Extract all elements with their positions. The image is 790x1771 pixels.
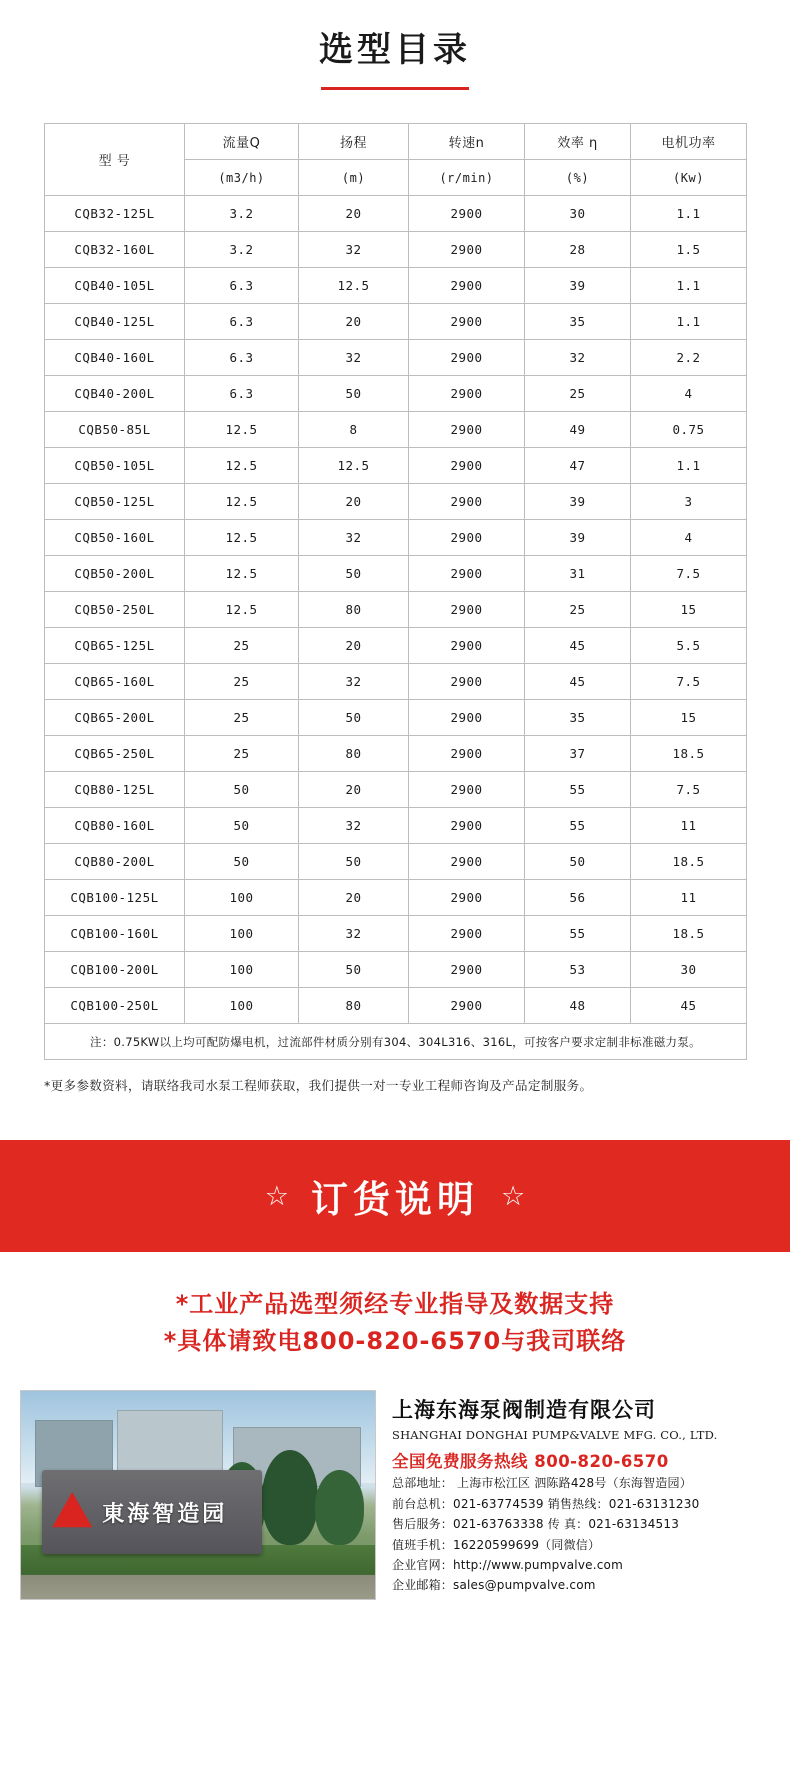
- cell-model: CQB100-125L: [45, 880, 185, 916]
- cell-speed: 2900: [409, 196, 525, 232]
- cell-flow: 25: [185, 664, 299, 700]
- banner-title: 订货说明: [311, 1178, 479, 1221]
- cell-speed: 2900: [409, 844, 525, 880]
- cell-head: 32: [299, 232, 409, 268]
- spec-table-body: [45, 196, 747, 1024]
- table-row: [45, 484, 747, 520]
- contact-line: 售后服务：021-63763338 传 真：021-63134513: [392, 1517, 680, 1532]
- spec-table-foot: [45, 1024, 747, 1060]
- cell-head: 50: [299, 844, 409, 880]
- cell-flow: 12.5: [185, 412, 299, 448]
- factory-photo: [20, 1390, 376, 1600]
- cell-flow: 100: [185, 952, 299, 988]
- cell-power: 15: [631, 592, 747, 628]
- cell-flow: 6.3: [185, 304, 299, 340]
- cell-efficiency: 50: [525, 844, 631, 880]
- cell-efficiency: 55: [525, 916, 631, 952]
- table-row: [45, 736, 747, 772]
- photo-tree: [315, 1470, 365, 1545]
- cell-speed: 2900: [409, 988, 525, 1024]
- spec-table-wrapper: [44, 123, 746, 1060]
- service-hotline: 全国免费服务热线 800-820-6570: [392, 1452, 669, 1472]
- cell-model: CQB50-125L: [45, 484, 185, 520]
- cell-power: 4: [631, 520, 747, 556]
- photo-stone-sign: [42, 1470, 261, 1553]
- footer: [0, 1390, 790, 1626]
- unit-head: (m): [299, 160, 409, 196]
- table-row: [45, 304, 747, 340]
- cell-head: 20: [299, 196, 409, 232]
- cell-model: CQB65-125L: [45, 628, 185, 664]
- table-row: [45, 772, 747, 808]
- table-row: [45, 268, 747, 304]
- cell-flow: 25: [185, 700, 299, 736]
- footnote: *更多参数资料，请联络我司水泵工程师获取，我们提供一对一专业工程师咨询及产品定制服务。: [44, 1078, 593, 1093]
- contact-lines: [392, 1475, 770, 1594]
- cell-power: 7.5: [631, 664, 747, 700]
- cell-efficiency: 25: [525, 376, 631, 412]
- cell-speed: 2900: [409, 916, 525, 952]
- cell-power: 18.5: [631, 916, 747, 952]
- contact-line: 值班手机：16220599699（同微信）: [392, 1537, 601, 1552]
- table-row: [45, 520, 747, 556]
- cell-head: 32: [299, 520, 409, 556]
- cell-head: 20: [299, 628, 409, 664]
- cell-model: CQB50-85L: [45, 412, 185, 448]
- cell-model: CQB40-160L: [45, 340, 185, 376]
- cell-power: 1.1: [631, 304, 747, 340]
- cell-power: 7.5: [631, 772, 747, 808]
- banner-inner: [265, 1169, 525, 1223]
- cell-model: CQB32-125L: [45, 196, 185, 232]
- table-row: [45, 232, 747, 268]
- cell-speed: 2900: [409, 520, 525, 556]
- cell-speed: 2900: [409, 628, 525, 664]
- column-header-flow: 流量Q: [185, 124, 299, 160]
- cell-efficiency: 37: [525, 736, 631, 772]
- cell-head: 32: [299, 340, 409, 376]
- cell-efficiency: 32: [525, 340, 631, 376]
- cell-model: CQB80-125L: [45, 772, 185, 808]
- cell-head: 50: [299, 376, 409, 412]
- cell-head: 32: [299, 808, 409, 844]
- cell-speed: 2900: [409, 556, 525, 592]
- table-row: [45, 916, 747, 952]
- page-title: 选型目录: [319, 30, 471, 70]
- cell-model: CQB65-200L: [45, 700, 185, 736]
- cell-head: 50: [299, 556, 409, 592]
- cell-flow: 3.2: [185, 196, 299, 232]
- table-row: [45, 844, 747, 880]
- cell-efficiency: 49: [525, 412, 631, 448]
- cell-flow: 12.5: [185, 556, 299, 592]
- red-note-1: *工业产品选型须经专业指导及数据支持: [175, 1290, 615, 1318]
- cell-efficiency: 55: [525, 772, 631, 808]
- cell-flow: 3.2: [185, 232, 299, 268]
- red-note-2: *具体请致电800-820-6570与我司联络: [163, 1327, 627, 1356]
- cell-efficiency: 39: [525, 484, 631, 520]
- cell-power: 1.5: [631, 232, 747, 268]
- cell-model: CQB50-250L: [45, 592, 185, 628]
- cell-power: 7.5: [631, 556, 747, 592]
- cell-model: CQB50-200L: [45, 556, 185, 592]
- cell-power: 15: [631, 700, 747, 736]
- cell-head: 80: [299, 736, 409, 772]
- unit-power: (Kw): [631, 160, 747, 196]
- cell-power: 1.1: [631, 196, 747, 232]
- cell-speed: 2900: [409, 736, 525, 772]
- table-row: [45, 556, 747, 592]
- company-name-cn: 上海东海泵阀制造有限公司: [392, 1398, 656, 1423]
- cell-speed: 2900: [409, 484, 525, 520]
- title-underline: [321, 87, 469, 90]
- cell-efficiency: 47: [525, 448, 631, 484]
- cell-head: 20: [299, 880, 409, 916]
- cell-flow: 25: [185, 736, 299, 772]
- title-block: [0, 0, 790, 90]
- unit-speed: (r/min): [409, 160, 525, 196]
- cell-speed: 2900: [409, 592, 525, 628]
- column-header-efficiency: 效率 η: [525, 124, 631, 160]
- cell-flow: 12.5: [185, 520, 299, 556]
- cell-efficiency: 35: [525, 700, 631, 736]
- cell-efficiency: 45: [525, 664, 631, 700]
- cell-efficiency: 39: [525, 520, 631, 556]
- company-name-en: SHANGHAI DONGHAI PUMP&VALVE MFG. CO., LTD.: [392, 1428, 718, 1443]
- cell-flow: 100: [185, 880, 299, 916]
- header-row: [45, 124, 747, 160]
- cell-efficiency: 39: [525, 268, 631, 304]
- table-row: [45, 664, 747, 700]
- order-notice-banner: [0, 1140, 790, 1252]
- cell-model: CQB40-105L: [45, 268, 185, 304]
- table-note-row: [45, 1024, 747, 1060]
- cell-flow: 12.5: [185, 484, 299, 520]
- triangle-emblem-icon: [52, 1492, 92, 1532]
- cell-power: 18.5: [631, 736, 747, 772]
- cell-head: 12.5: [299, 268, 409, 304]
- cell-speed: 2900: [409, 376, 525, 412]
- cell-model: CQB32-160L: [45, 232, 185, 268]
- column-header-speed: 转速n: [409, 124, 525, 160]
- cell-head: 80: [299, 592, 409, 628]
- table-note: 注：0.75KW以上均可配防爆电机，过流部件材质分别有304、304L316、316L，可按客户要求定制非标准磁力泵。: [45, 1024, 747, 1060]
- table-row: [45, 628, 747, 664]
- cell-head: 8: [299, 412, 409, 448]
- cell-model: CQB65-250L: [45, 736, 185, 772]
- cell-model: CQB80-160L: [45, 808, 185, 844]
- table-row: [45, 196, 747, 232]
- cell-head: 12.5: [299, 448, 409, 484]
- column-header-model: 型 号: [45, 124, 185, 196]
- cell-model: CQB65-160L: [45, 664, 185, 700]
- cell-flow: 100: [185, 916, 299, 952]
- cell-head: 50: [299, 700, 409, 736]
- cell-efficiency: 48: [525, 988, 631, 1024]
- cell-speed: 2900: [409, 952, 525, 988]
- cell-head: 20: [299, 484, 409, 520]
- cell-model: CQB80-200L: [45, 844, 185, 880]
- cell-power: 30: [631, 952, 747, 988]
- cell-speed: 2900: [409, 808, 525, 844]
- table-row: [45, 448, 747, 484]
- cell-speed: 2900: [409, 232, 525, 268]
- cell-speed: 2900: [409, 772, 525, 808]
- cell-flow: 50: [185, 808, 299, 844]
- table-row: [45, 412, 747, 448]
- cell-power: 3: [631, 484, 747, 520]
- table-row: [45, 808, 747, 844]
- cell-speed: 2900: [409, 304, 525, 340]
- cell-speed: 2900: [409, 880, 525, 916]
- cell-efficiency: 53: [525, 952, 631, 988]
- contact-line: 企业官网：http://www.pumpvalve.com: [392, 1557, 623, 1572]
- star-right-icon: ☆: [501, 1180, 526, 1211]
- spec-table-head: [45, 124, 747, 196]
- red-notes: [0, 1286, 790, 1360]
- cell-efficiency: 55: [525, 808, 631, 844]
- column-header-head: 扬程: [299, 124, 409, 160]
- table-row: [45, 340, 747, 376]
- cell-efficiency: 30: [525, 196, 631, 232]
- cell-model: CQB100-160L: [45, 916, 185, 952]
- cell-flow: 12.5: [185, 448, 299, 484]
- cell-efficiency: 28: [525, 232, 631, 268]
- cell-efficiency: 25: [525, 592, 631, 628]
- table-row: [45, 880, 747, 916]
- cell-speed: 2900: [409, 268, 525, 304]
- column-header-power: 电机功率: [631, 124, 747, 160]
- cell-efficiency: 56: [525, 880, 631, 916]
- cell-flow: 6.3: [185, 340, 299, 376]
- cell-speed: 2900: [409, 664, 525, 700]
- cell-model: CQB50-105L: [45, 448, 185, 484]
- cell-efficiency: 31: [525, 556, 631, 592]
- cell-power: 11: [631, 880, 747, 916]
- cell-flow: 50: [185, 844, 299, 880]
- cell-model: CQB40-125L: [45, 304, 185, 340]
- table-row: [45, 592, 747, 628]
- cell-power: 1.1: [631, 268, 747, 304]
- cell-power: 4: [631, 376, 747, 412]
- cell-flow: 100: [185, 988, 299, 1024]
- cell-model: CQB100-200L: [45, 952, 185, 988]
- table-row: [45, 376, 747, 412]
- cell-power: 0.75: [631, 412, 747, 448]
- cell-model: CQB100-250L: [45, 988, 185, 1024]
- unit-flow: (m3/h): [185, 160, 299, 196]
- cell-head: 32: [299, 916, 409, 952]
- table-row: [45, 700, 747, 736]
- stone-sign-text: 東海智造园: [102, 1501, 228, 1527]
- cell-head: 20: [299, 772, 409, 808]
- company-info: [392, 1390, 770, 1594]
- cell-speed: 2900: [409, 448, 525, 484]
- cell-power: 11: [631, 808, 747, 844]
- cell-model: CQB40-200L: [45, 376, 185, 412]
- cell-head: 20: [299, 304, 409, 340]
- cell-flow: 6.3: [185, 268, 299, 304]
- photo-tree: [262, 1450, 319, 1546]
- cell-speed: 2900: [409, 700, 525, 736]
- cell-head: 80: [299, 988, 409, 1024]
- table-row: [45, 952, 747, 988]
- cell-head: 32: [299, 664, 409, 700]
- table-row: [45, 988, 747, 1024]
- star-left-icon: ☆: [264, 1180, 289, 1211]
- cell-flow: 50: [185, 772, 299, 808]
- cell-model: CQB50-160L: [45, 520, 185, 556]
- cell-power: 1.1: [631, 448, 747, 484]
- cell-power: 5.5: [631, 628, 747, 664]
- spec-table: [44, 123, 747, 1060]
- cell-power: 18.5: [631, 844, 747, 880]
- cell-power: 2.2: [631, 340, 747, 376]
- cell-flow: 6.3: [185, 376, 299, 412]
- cell-head: 50: [299, 952, 409, 988]
- cell-power: 45: [631, 988, 747, 1024]
- contact-line: 企业邮箱：sales@pumpvalve.com: [392, 1578, 596, 1593]
- cell-efficiency: 35: [525, 304, 631, 340]
- contact-line: 总部地址： 上海市松江区 泗陈路428号（东海智造园）: [392, 1476, 692, 1491]
- cell-flow: 25: [185, 628, 299, 664]
- cell-flow: 12.5: [185, 592, 299, 628]
- unit-efficiency: (%): [525, 160, 631, 196]
- cell-efficiency: 45: [525, 628, 631, 664]
- cell-speed: 2900: [409, 340, 525, 376]
- contact-line: 前台总机：021-63774539 销售热线：021-63131230: [392, 1496, 700, 1511]
- cell-speed: 2900: [409, 412, 525, 448]
